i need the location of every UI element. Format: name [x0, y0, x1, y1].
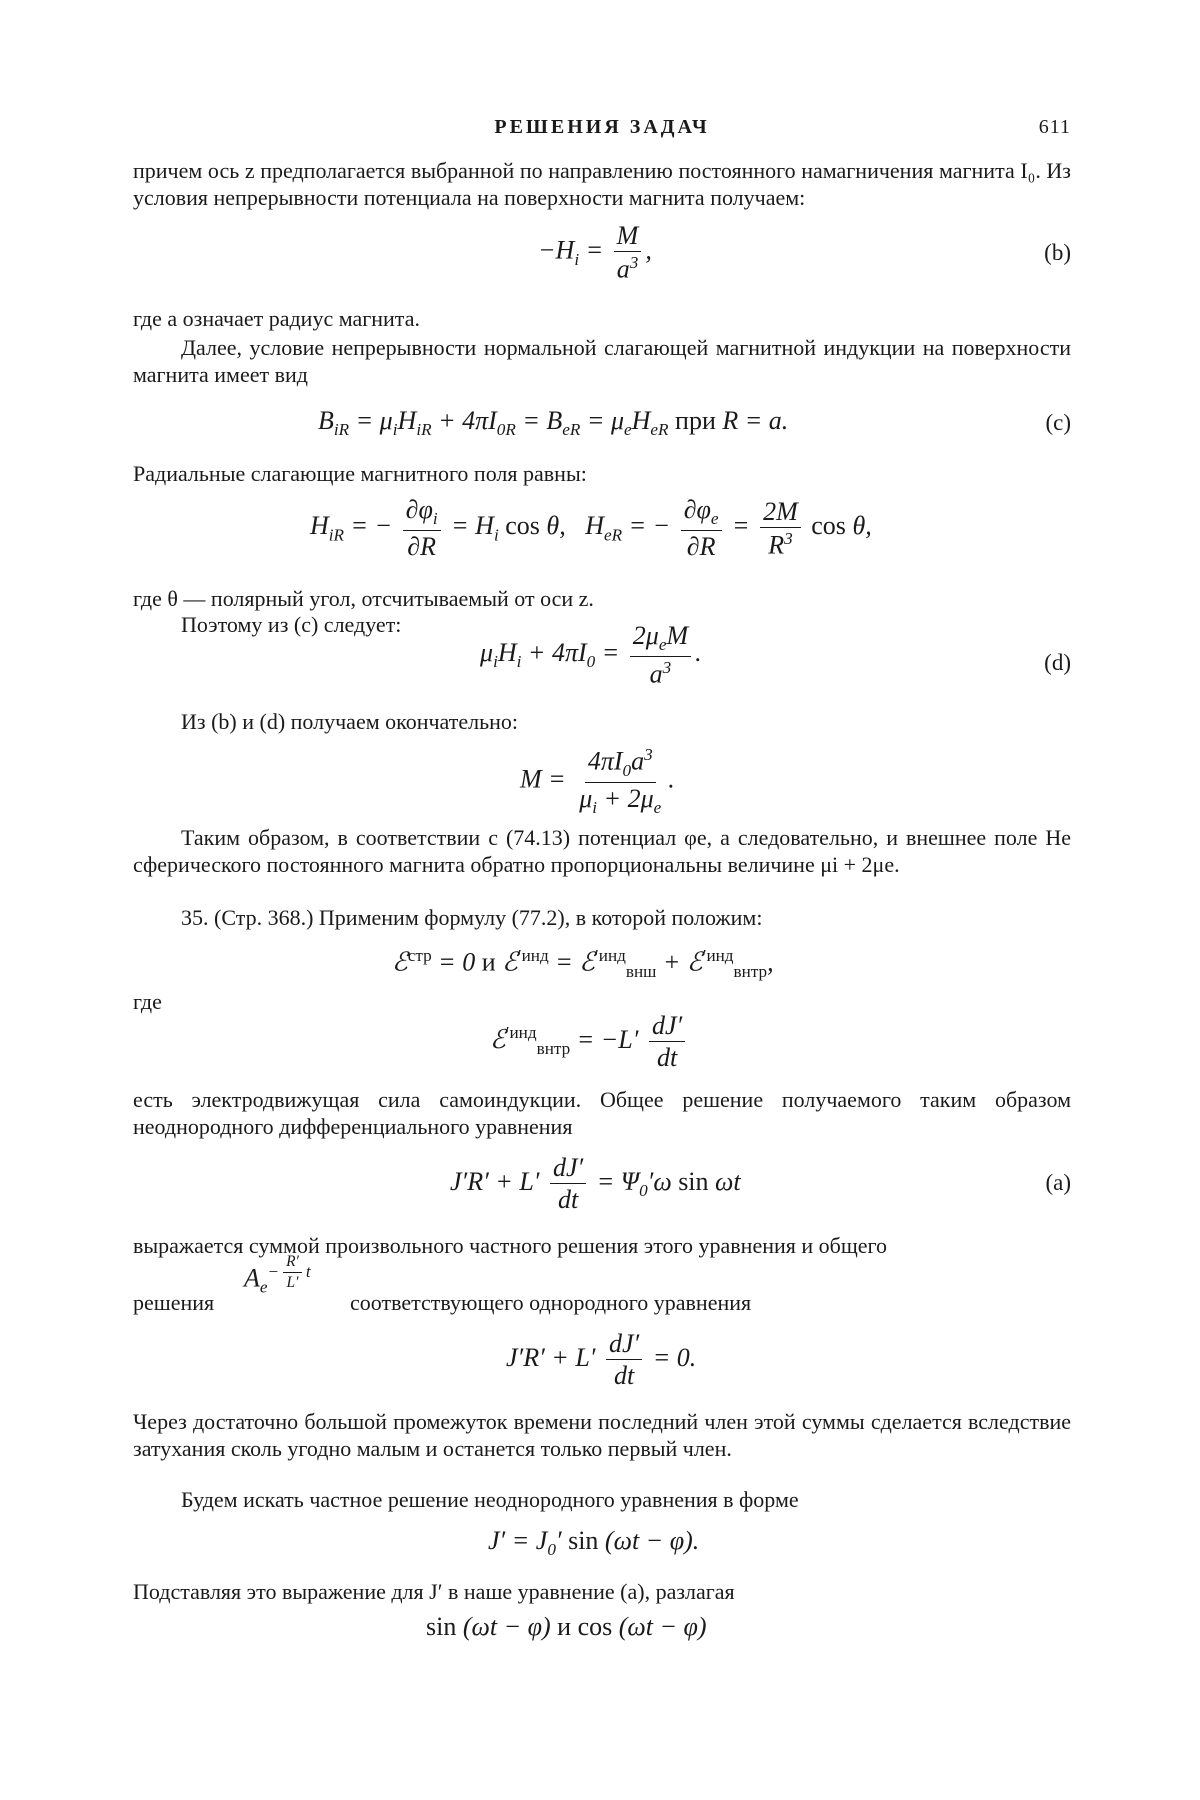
- running-header: [133, 116, 1071, 146]
- word-pri: при: [675, 406, 716, 435]
- equation-b: $-H_i$ = $\frac{M}{a^3}$ ,: [538, 221, 652, 284]
- equation-number: (a): [1045, 1170, 1071, 1195]
- equation-result-m: M = $\frac{4\pi I_0a^3}{\mu_i + 2\mu_e}$ .: [520, 745, 675, 818]
- equation-c: $B_{iR} = \mu_iH_{iR} + 4\pi I_{0R} = B_{eR} = \mu_eH_{eR}$ при R = a.: [318, 406, 789, 440]
- equation-number: (d): [1044, 650, 1071, 675]
- equation-d: $\mu_iH_i + 4\pi I_0$ = $\frac{2\mu_eM}{a^3}$ .: [480, 621, 702, 689]
- paragraph: Из (b) и (d) получаем окончательно:: [181, 709, 519, 734]
- paragraph: где θ — полярный угол, отсчитываемый от оси z.: [133, 586, 594, 611]
- equation-a: J′R′ + L′ $\frac{dJ'}{dt}$ = $\Psi_0'\omega$ sin ωt: [450, 1153, 741, 1215]
- equation-radial: $H_{iR}$ = − $\frac{\partial\varphi_i}{\partial R}$ = $H_i$ cos θ, $H_{eR}$ = − $\frac{\partial\varphi_e}{\partial R}$ = $\frac{2M}{R^3}$ cos θ,: [310, 495, 872, 562]
- paragraph: Через достаточно большой промежуток времени последний член этой суммы сделается вследствие затухания сколь угодно малым и останется только первый член.: [133, 1409, 1071, 1461]
- paragraph: где a означает радиус магнита.: [133, 306, 420, 331]
- paragraph: причем ось z предполагается выбранной по направлению постоянного намагничения магнита I₀. Из условия непрерывности потенциала на поверхности магнита получаем:: [133, 158, 1071, 210]
- paragraph: Подставляя это выражение для J′ в наше уравнение (a), разлагая: [133, 1579, 735, 1604]
- paragraph: есть электродвижущая сила самоиндукции. Общее решение получаемого таким образом неоднородного дифференциального уравнения: [133, 1087, 1071, 1139]
- page-number: 611: [1038, 116, 1071, 138]
- paragraph: решения: [133, 1290, 215, 1315]
- equation-general-solution: $A_e^{- \frac{R'}{L'} t}$: [244, 1253, 311, 1297]
- equation-self-induction: ℰ$^{'инд}_{внтр}$ = −L′ $\frac{dJ'}{dt}$: [490, 1012, 689, 1072]
- header-title: РЕШЕНИЯ ЗАДАЧ: [494, 116, 710, 138]
- paragraph: соответствующего однородного уравнения: [350, 1290, 752, 1315]
- paragraph: Будем искать частное решение неоднородного уравнения в форме: [181, 1487, 799, 1512]
- equation-number: (c): [1045, 410, 1071, 435]
- paragraph: где: [133, 989, 162, 1014]
- paragraph: выражается суммой произвольного частного решения этого уравнения и общего: [133, 1233, 888, 1258]
- paragraph: Радиальные слагающие магнитного поля равны:: [133, 461, 587, 486]
- equation-emf: ℰ$^{стр}$ = 0 и ℰ$^{'инд}$ = ℰ$^{'инд}_{внш}$ + ℰ$^{'инд}_{внтр}$,: [392, 946, 774, 981]
- equation-sin-cos: sin (ωt − φ) и cos (ωt − φ): [426, 1612, 707, 1641]
- equation-particular: $J' = J_0'$ sin (ωt − φ).: [488, 1526, 700, 1560]
- paragraph: Поэтому из (c) следует:: [181, 612, 402, 637]
- equation-homogeneous: J′R′ + L′ $\frac{dJ'}{dt}$ = 0.: [506, 1329, 697, 1391]
- paragraph: Далее, условие непрерывности нормальной слагающей магнитной индукции на поверхности магнита имеет вид: [133, 335, 1071, 387]
- paragraph: Таким образом, в соответствии с (74.13) потенциал φe, а следовательно, и внешнее поле He сферического постоянного магнита обратно пропорциональны величине μi + 2μe.: [133, 825, 1071, 877]
- equation-number: (b): [1044, 240, 1071, 265]
- paragraph: 35. (Стр. 368.) Применим формулу (77.2), в которой положим:: [181, 905, 763, 930]
